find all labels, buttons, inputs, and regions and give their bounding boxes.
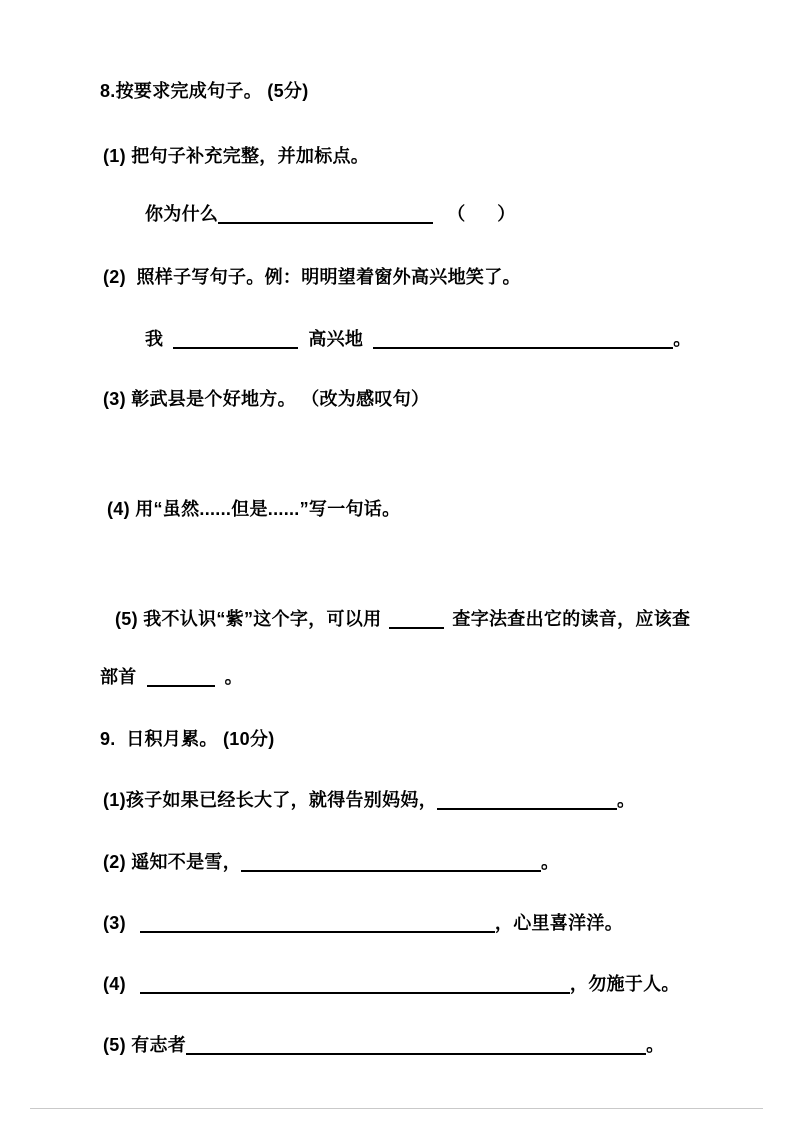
q8-item1-answer-prefix: 你为什么 xyxy=(145,204,219,224)
q9-item-4-suffix: ，勿施于人。 xyxy=(569,974,680,994)
q8-item1-label: (1) 把句子补充完整，并加标点。 xyxy=(103,146,370,166)
q9-heading: 9. 日积月累。 (10分) xyxy=(100,729,275,749)
q9-item-5 xyxy=(103,1032,664,1058)
q9-item-4 xyxy=(103,971,680,997)
answer-blank xyxy=(389,611,444,629)
q9-item-3 xyxy=(103,910,623,936)
answer-blank xyxy=(140,915,495,933)
answer-blank xyxy=(241,854,541,872)
q8-item2-answer-end: 。 xyxy=(673,329,692,349)
q8-item1-parens: （ ） xyxy=(447,204,516,224)
q8-item2-answer-p2: 高兴地 xyxy=(308,329,364,349)
q8-item2-label: (2) 照样子写句子。例：明明望着窗外高兴地笑了。 xyxy=(103,267,521,287)
q8-item4-label: (4) 用“虽然......但是......”写一句话。 xyxy=(107,499,401,519)
q8-item5-line2-prefix: 部首 xyxy=(100,667,137,687)
q9-item-1-prefix: (1)孩子如果已经长大了，就得告别妈妈， xyxy=(103,790,437,810)
q9-item-4-prefix: (4) xyxy=(103,974,126,994)
q9-item-3-suffix: ，心里喜洋洋。 xyxy=(494,913,624,933)
answer-blank xyxy=(186,1037,646,1055)
q8-item3-label: (3) 彰武县是个好地方。 （改为感叹句） xyxy=(103,389,430,409)
q8-item5-line1 xyxy=(115,606,690,632)
q8-item5-line1-prefix: (5) 我不认识“紫”这个字，可以用 xyxy=(115,609,382,629)
q9-item-3-prefix: (3) xyxy=(103,913,126,933)
q8-item2-answer-p1: 我 xyxy=(145,329,164,349)
answer-blank xyxy=(173,331,298,349)
answer-blank xyxy=(140,976,570,994)
q9-item-2-prefix: (2) 遥知不是雪， xyxy=(103,852,241,872)
answer-blank xyxy=(437,792,617,810)
q8-heading: 8.按要求完成句子。 (5分) xyxy=(100,81,309,101)
q8-item5-line1-suffix: 查字法查出它的读音，应该查 xyxy=(452,609,691,629)
q8-item2-answer-line xyxy=(145,326,692,352)
answer-blank xyxy=(147,669,215,687)
q9-item-2-suffix: 。 xyxy=(541,852,560,872)
answer-blank xyxy=(373,331,673,349)
q8-item1-answer-line xyxy=(145,201,516,227)
q9-item-2 xyxy=(103,849,559,875)
q9-item-5-suffix: 。 xyxy=(646,1035,665,1055)
q8-item5-line2 xyxy=(100,664,243,690)
q9-item-1-suffix: 。 xyxy=(617,790,636,810)
q9-item-5-prefix: (5) 有志者 xyxy=(103,1035,187,1055)
answer-blank xyxy=(218,206,433,224)
page-bottom-rule xyxy=(30,1108,763,1109)
q8-item5-line2-end: 。 xyxy=(224,667,243,687)
q9-item-1 xyxy=(103,787,635,813)
